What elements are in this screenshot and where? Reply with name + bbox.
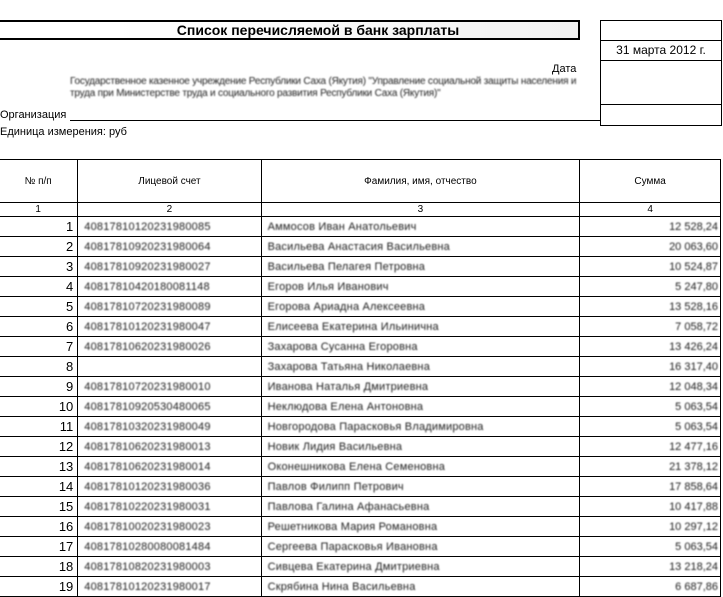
row-number: 2 [0,237,78,257]
account-number: 40817810420180081148 [84,280,210,293]
sum-value: 10 524,87 [669,260,718,273]
sum-value: 5 063,54 [675,420,718,433]
account-number: 40817810320231980049 [84,420,211,433]
account-number: 40817810920530480065 [84,400,211,413]
account-cell [78,397,261,417]
account-number: 40817810620231980026 [84,340,211,353]
fullname-cell [261,557,580,577]
account-cell [78,557,261,577]
account-cell [78,477,261,497]
account-number: 40817810020231980023 [84,520,211,533]
col-number-3: 3 [261,203,580,217]
account-cell [78,297,261,317]
fullname-cell [261,497,580,517]
table-row [0,277,721,297]
header-account: Лицевой счет [78,160,261,203]
fullname-cell [261,317,580,337]
fullname-cell [261,437,580,457]
sum-cell [580,517,721,537]
row-number: 11 [0,417,78,437]
sum-cell [580,257,721,277]
fullname: Сергеева Парасковья Ивановна [267,540,438,553]
fullname: Аммосов Иван Анатольевич [267,220,417,233]
row-number: 8 [0,357,78,377]
salary-table [0,159,721,597]
sum-cell [580,357,721,377]
table-row [0,257,721,277]
sum-value: 7 058,72 [675,320,718,333]
unit-label: Единица измерения: руб [0,126,127,138]
fullname: Елисеева Екатерина Ильинична [267,320,439,333]
fullname: Оконешникова Елена Семеновна [267,460,446,473]
row-number: 3 [0,257,78,277]
row-number: 13 [0,457,78,477]
sum-cell [580,537,721,557]
sum-cell [580,317,721,337]
header-fullname: Фамилия, имя, отчество [261,160,580,203]
row-number: 16 [0,517,78,537]
table-row [0,557,721,577]
table-row [0,417,721,437]
row-number: 5 [0,297,78,317]
sum-value: 5 063,54 [675,400,718,413]
table-row [0,337,721,357]
header-number: № п/п [0,160,78,203]
header-right-column [600,20,722,126]
fullname: Сивцева Екатерина Дмитриевна [267,560,440,573]
fullname-cell [261,397,580,417]
sum-value: 20 063,60 [669,240,718,253]
sum-cell [580,277,721,297]
row-number: 15 [0,497,78,517]
fullname: Егорова Ариадна Алексеевна [267,300,426,313]
row-number: 1 [0,217,78,237]
document-title: Список перечисляемой в банк зарплаты [176,22,460,38]
account-number: 40817810120231980017 [84,580,211,593]
sum-cell [580,337,721,357]
fullname: Павлов Филипп Петрович [267,480,404,493]
organization-underline [70,120,600,121]
account-cell [78,257,261,277]
col-number-4: 4 [580,203,721,217]
account-cell [78,277,261,297]
sum-value: 13 218,24 [669,560,718,573]
table-row [0,397,721,417]
table-row [0,217,721,237]
date-value: 31 марта 2012 г. [601,41,721,61]
fullname-cell [261,457,580,477]
sum-cell [580,377,721,397]
account-cell [78,317,261,337]
fullname-cell [261,517,580,537]
table-row [0,377,721,397]
fullname-cell [261,337,580,357]
fullname: Новик Лидия Васильевна [267,440,403,453]
fullname-cell [261,257,580,277]
organization-value: Государственное казенное учреждение Республики Саха (Якутия) "Управление социальной защиты населения и труда при Министерстве труда и социального развития Республики Саха (Якутия)" [70,76,577,99]
account-cell [78,357,261,377]
sum-cell [580,497,721,517]
sum-cell [580,417,721,437]
fullname-cell [261,237,580,257]
fullname: Иванова Наталья Дмитриевна [267,380,429,393]
account-cell [78,217,261,237]
fullname: Захарова Сусанна Егоровна [267,340,418,353]
table-row [0,537,721,557]
account-number: 40817810280080081484 [84,540,211,553]
fullname-cell [261,217,580,237]
account-cell [78,417,261,437]
sum-value: 21 378,12 [669,460,718,473]
row-number: 10 [0,397,78,417]
unit-code-cell [601,105,721,125]
sum-cell [580,297,721,317]
sum-value: 12 528,24 [669,220,718,233]
sum-value: 13 426,24 [669,340,718,353]
account-cell [78,497,261,517]
account-number: 40817810720231980089 [84,300,211,313]
title-box [0,20,580,40]
fullname-cell [261,277,580,297]
account-cell [78,337,261,357]
blank-cell [601,21,721,41]
row-number: 6 [0,317,78,337]
row-number: 17 [0,537,78,557]
account-number: 40817810120231980085 [84,220,211,233]
sum-value: 6 687,86 [675,580,718,593]
account-number: 40817810720231980010 [84,380,211,393]
account-cell [78,237,261,257]
sum-value: 12 048,34 [669,380,718,393]
fullname: Васильева Анастасия Васильевна [267,240,450,253]
account-number: 40817810120231980036 [84,480,211,493]
table-row [0,517,721,537]
sum-cell [580,457,721,477]
sum-value: 10 417,88 [669,500,718,513]
fullname-cell [261,577,580,597]
row-number: 19 [0,577,78,597]
sum-cell [580,437,721,457]
sum-value: 5 247,80 [675,280,718,293]
table-row [0,357,721,377]
sum-cell [580,397,721,417]
sum-value: 16 317,40 [669,360,718,373]
sum-value: 10 297,12 [669,520,718,533]
organization-code-cell [601,61,721,105]
table-row [0,297,721,317]
fullname-cell [261,477,580,497]
sum-cell [580,217,721,237]
account-cell [78,537,261,557]
fullname: Захарова Татьяна Николаевна [267,360,431,373]
table-row [0,317,721,337]
col-number-2: 2 [78,203,261,217]
fullname: Решетникова Мария Романовна [267,520,438,533]
sum-cell [580,477,721,497]
table-row [0,497,721,517]
account-number: 40817810220231980031 [84,500,211,513]
account-number: 40817810920231980027 [84,260,211,273]
sum-value: 5 063,54 [675,540,718,553]
account-number: 40817810920231980064 [84,240,211,253]
row-number: 14 [0,477,78,497]
account-number: 40817810620231980014 [84,460,211,473]
row-number: 9 [0,377,78,397]
sum-cell [580,557,721,577]
sum-cell [580,577,721,597]
table-row [0,437,721,457]
fullname: Неклюдова Елена Антоновна [267,400,424,413]
row-number: 12 [0,437,78,457]
sum-value: 13 528,16 [669,300,718,313]
row-number: 4 [0,277,78,297]
table-row [0,577,721,597]
fullname-cell [261,377,580,397]
sum-value: 17 858,64 [669,480,718,493]
sum-value: 12 477,16 [669,440,718,453]
account-number: 40817810820231980003 [84,560,211,573]
fullname: Васильева Пелагея Петровна [267,260,426,273]
fullname: Павлова Галина Афанасьевна [267,500,430,513]
row-number: 7 [0,337,78,357]
fullname-cell [261,537,580,557]
account-cell [78,457,261,477]
account-cell [78,437,261,457]
table-row [0,237,721,257]
fullname-cell [261,297,580,317]
account-number: 40817810620231980013 [84,440,211,453]
account-cell [78,377,261,397]
date-label: Дата [552,63,577,75]
row-number: 18 [0,557,78,577]
table-row [0,457,721,477]
account-number: 40817810120231980047 [84,320,211,333]
fullname: Новгородова Парасковья Владимировна [267,420,484,433]
organization-label: Организация [0,109,67,121]
col-number-1: 1 [0,203,78,217]
fullname: Егоров Илья Иванович [267,280,389,293]
sum-cell [580,237,721,257]
header-sum: Сумма [580,160,721,203]
fullname-cell [261,357,580,377]
account-cell [78,517,261,537]
fullname: Скрябина Нина Васильевна [267,580,416,593]
fullname-cell [261,417,580,437]
table-row [0,477,721,497]
account-cell [78,577,261,597]
